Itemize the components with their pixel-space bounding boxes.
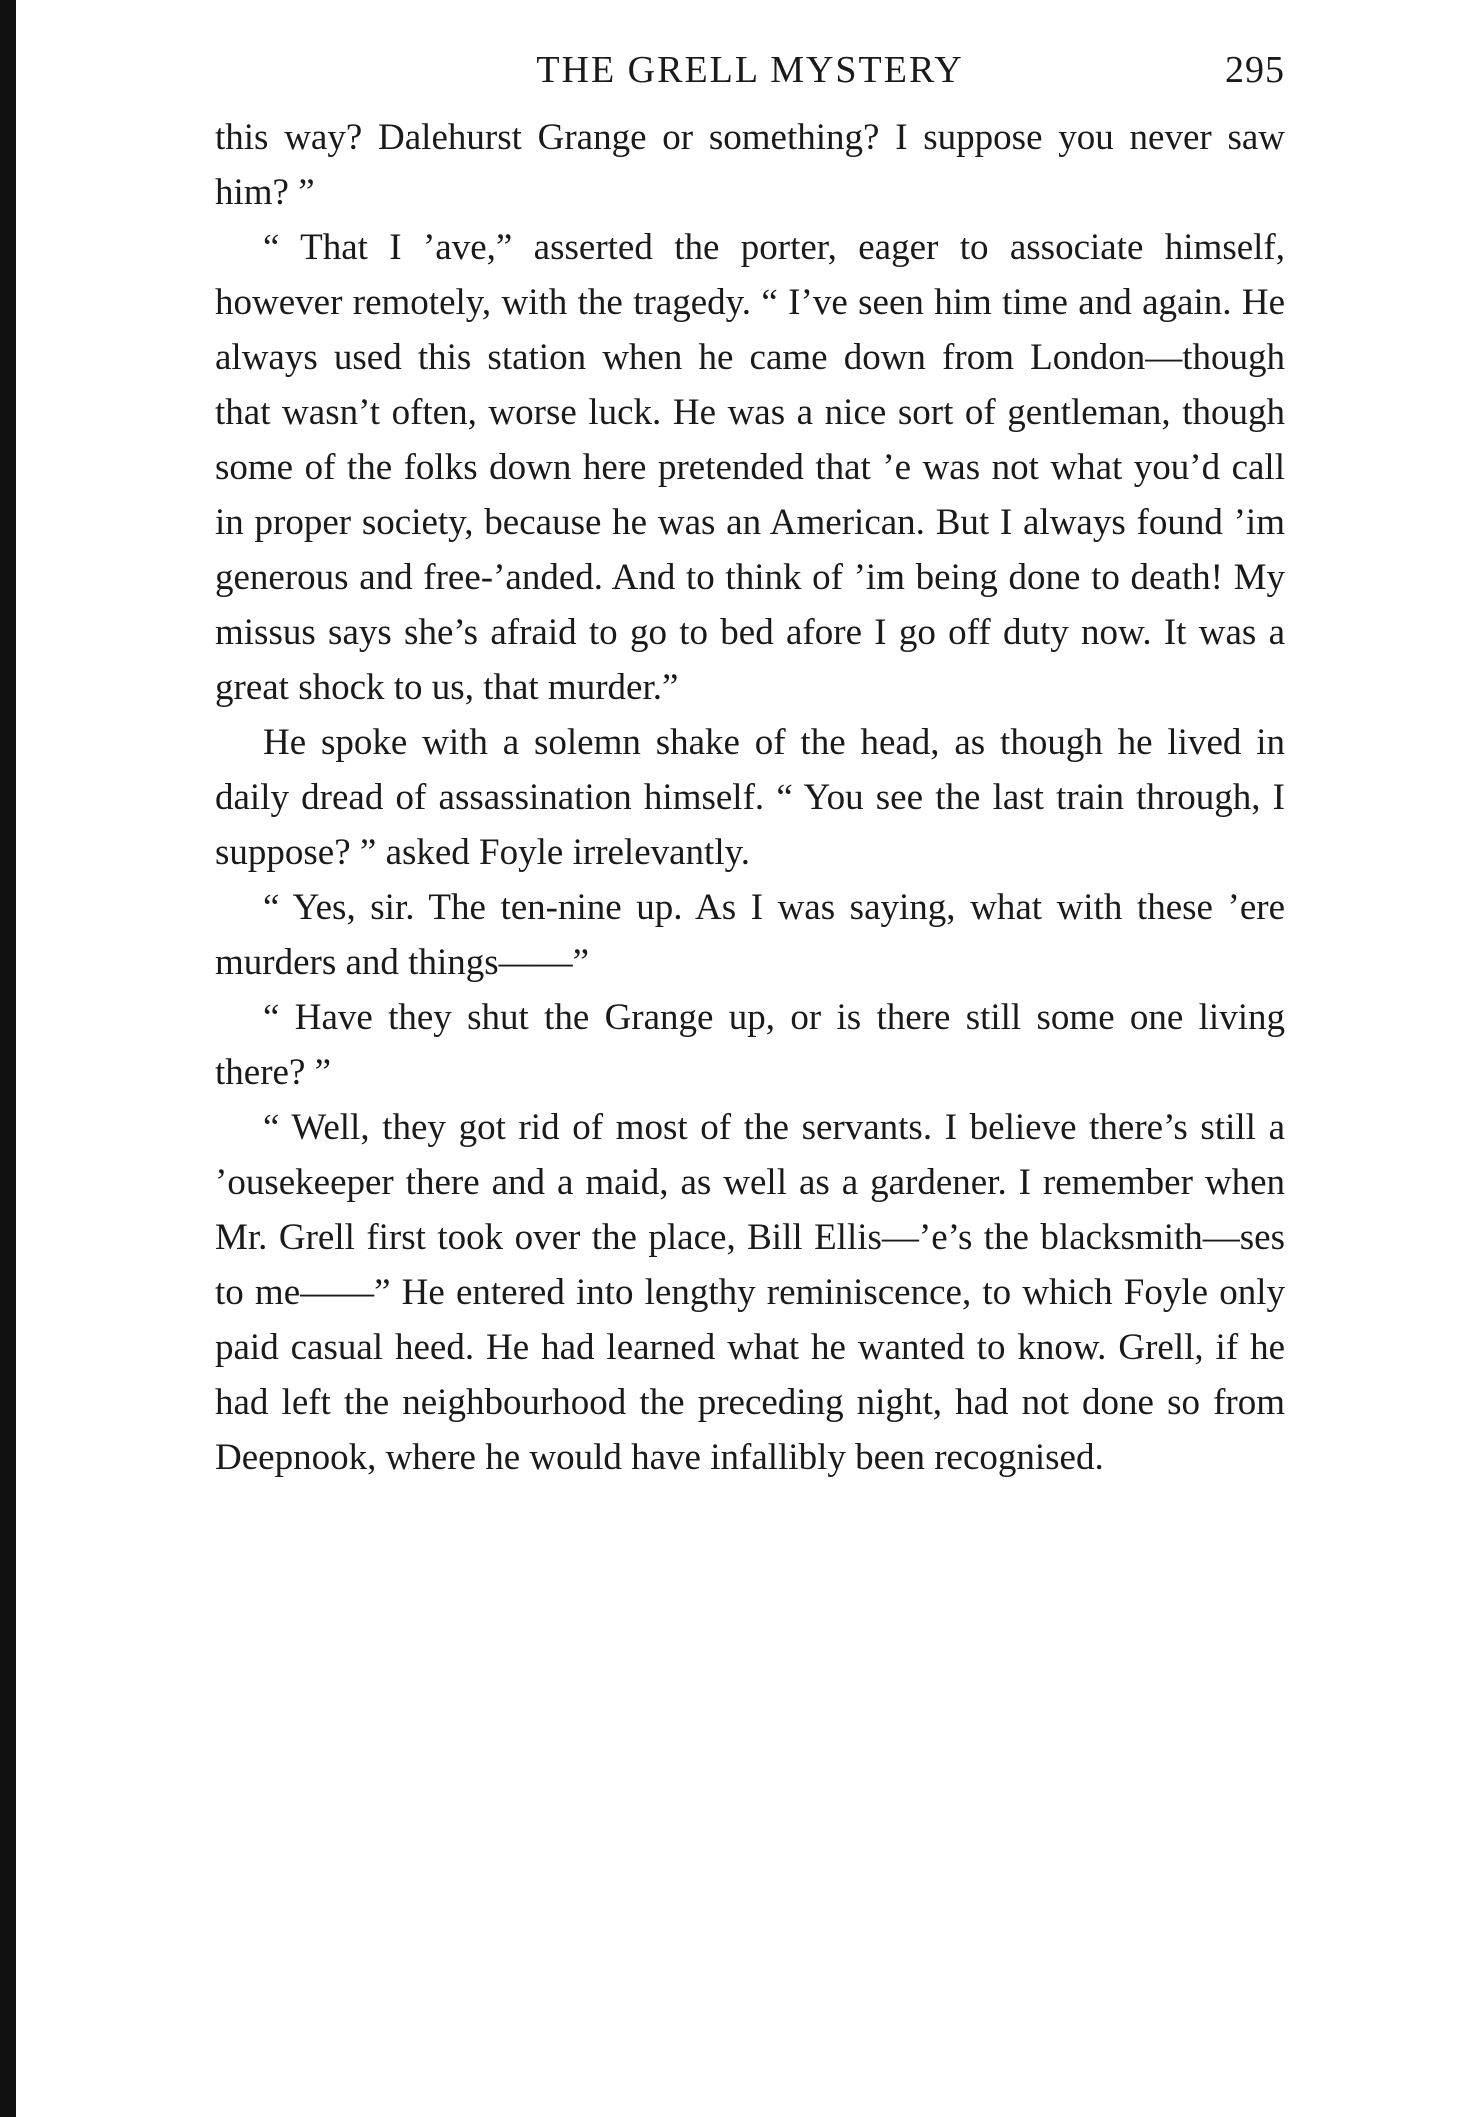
paragraph: “ Yes, sir. The ten-nine up. As I was saying, what with these ’ere murders and things——” bbox=[215, 887, 1285, 983]
running-header bbox=[215, 40, 1285, 110]
running-title: THE GRELL MYSTERY bbox=[536, 49, 964, 91]
paragraph: “ Have they shut the Grange up, or is there still some one living there? ” bbox=[215, 997, 1285, 1093]
body-text bbox=[215, 110, 1285, 1485]
paragraph: “ That I ’ave,” asserted the porter, eager to associate himself, however remotely, with the tragedy. “ I’ve seen him time and again. He always used this station when he came down from London—though that wasn’t often, worse luck. He was a nice sort of gentleman, though some of the folks down here pretended that ’e was not what you’d call in proper society, because he was an American. But I always found ’im generous and free-’anded. And to think of ’im being done to death! My missus says she’s afraid to go to bed afore I go off duty now. It was a great shock to us, that murder.” bbox=[215, 227, 1285, 708]
book-page bbox=[215, 40, 1285, 1485]
page-number: 295 bbox=[1225, 49, 1285, 91]
paragraph: He spoke with a solemn shake of the head, as though he lived in daily dread of assassination himself. “ You see the last train through, I suppose? ” asked Foyle irrelevantly. bbox=[215, 722, 1285, 873]
page-binding-edge bbox=[0, 0, 16, 2117]
paragraph: “ Well, they got rid of most of the servants. I believe there’s still a ’ousekeeper there and a maid, as well as a gardener. I remember when Mr. Grell first took over the place, Bill Ellis—’e’s the blacksmith—ses to me——” He entered into lengthy reminiscence, to which Foyle only paid casual heed. He had learned what he wanted to know. Grell, if he had left the neighbourhood the preceding night, had not done so from Deepnook, where he would have infallibly been recognised. bbox=[215, 1107, 1285, 1478]
paragraph-continuation: this way? Dalehurst Grange or something? I suppose you never saw him? ” bbox=[215, 117, 1285, 213]
